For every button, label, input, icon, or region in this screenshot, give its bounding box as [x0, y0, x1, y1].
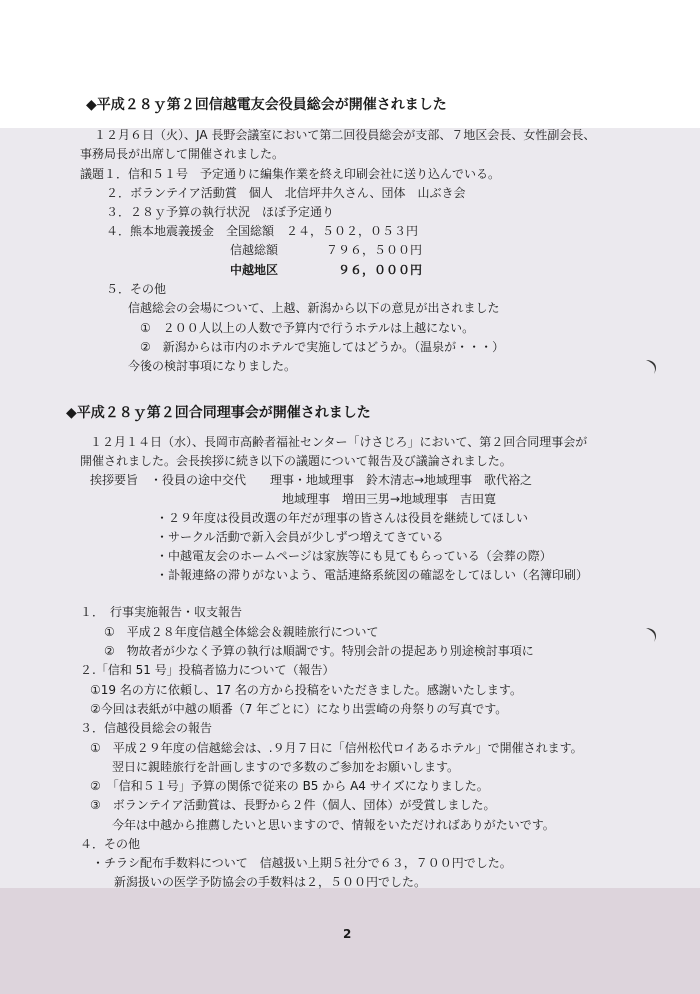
s2-report-3c-cont: 今年は中越から推薦したいと思いますので、情報をいただければありがたいです。 [112, 818, 555, 832]
s2-report-1a: ① 平成２８年度信越全体総会＆親睦旅行について [104, 625, 379, 639]
s1-intro-line1: １２月６日（火）、JA 長野会議室において第二回役員総会が支部、７地区会長、女性副会長、 [94, 128, 596, 142]
s2-intro-line1: １２月１４日（水）、長岡市高齢者福祉センター「けさじろ」において、第２回合同理事会が [90, 435, 588, 449]
s1-agenda-5: ５．その他 [106, 282, 167, 296]
s2-report-3a-cont: 翌日に親睦旅行を計画しますので多数のご参加をお願いします。 [112, 760, 460, 774]
s1-agenda-3: ３．２８ｙ予算の執行状況 ほぼ予定通り [106, 205, 335, 219]
s2-report-2: ２.「信和 51 号」投稿者協力について（報告） [80, 663, 335, 677]
s1-other-item2: ② 新潟からは市内のホテルで実施してはどうか。（温泉が・・・） [140, 340, 505, 354]
s2-report-4b: 新潟扱いの医学予防協会の手数料は２，５００円でした。 [114, 875, 427, 889]
s2-report-2a: ①19 名の方に依頼し、17 名の方から投稿をいただきました。感謝いたします。 [90, 683, 522, 697]
s2-report-4a: ・チラシ配布手数料について 信越扱い上期５社分で６３，７００円でした。 [92, 856, 512, 870]
s2-report-2b: ②今回は表紙が中越の順番（7 年ごとに）になり出雲崎の舟祭りの写真です。 [90, 702, 508, 716]
s2-report-3b: ② 「信和５１号」予算の関係で従来の B5 から A4 サイズになりました。 [90, 779, 489, 793]
s1-agenda-1: 議題１．信和５１号 予定通りに編集作業を終え印刷会社に送り込んでいる。 [80, 167, 501, 181]
s1-agenda-2: ２．ボランテイア活動賞 個人 北信坪井久さん、団体 山ぶき会 [106, 186, 466, 200]
s1-other-item1: ① ２００人以上の人数で予算内で行うホテルは上越にない。 [140, 321, 475, 335]
corner-curl-icon-2 [645, 626, 659, 644]
s1-agenda-4: ４．熊本地震義援金 全国総額 ２４，５０２，０５３円 [106, 224, 419, 238]
s2-report-1: １． 行事実施報告・収支報告 [80, 605, 243, 619]
s2-bullet-3: ・中越電友会のホームページは家族等にも見てもらっている（会葬の際） [156, 549, 552, 563]
s1-other-line4: 今後の検討事項になりました。 [128, 359, 297, 373]
s2-report-1b: ② 物故者が少なく予算の執行は順調です。特別会計の提起あり別途検討事項に [104, 644, 534, 658]
s2-report-3: ３．信越役員総会の報告 [80, 721, 213, 735]
s2-report-4: ４．その他 [80, 837, 141, 851]
s2-bullet-4: ・訃報連絡の滞りがないよう、電話連絡系統図の確認をしてほしい（名簿印刷） [156, 568, 589, 582]
s1-agenda-4-shinetsu: 信越総額 ７９６，５００円 [230, 243, 423, 257]
section2-heading: ◆平成２８ｙ第２回合同理事会が開催されました [66, 405, 371, 421]
s2-greeting-line2: 地域理事 増田三男→地域理事 吉田寛 [282, 492, 497, 506]
s1-intro-line2: 事務局長が出席して開催されました。 [80, 147, 285, 161]
s2-bullet-1: ・２９年度は役員改選の年だが理事の皆さんは役員を継続してほしい [156, 511, 529, 525]
s2-report-3a: ① 平成２９年度の信越総会は、.９月７日に「信州松代ロイあるホテル」で開催されます。 [90, 741, 583, 755]
s1-agenda-4-chuetsu: 中越地区 ９６，０００円 [230, 263, 423, 277]
corner-curl-icon [645, 358, 659, 376]
s2-greeting-line1: 挨拶要旨 ・役員の途中交代 理事・地域理事 鈴木清志→地域理事 歌代裕之 [90, 473, 533, 487]
s1-other-line1: 信越総会の会場について、上越、新潟から以下の意見が出されました [128, 301, 500, 315]
page-number: 2 [343, 927, 352, 941]
background-band-pink [0, 888, 700, 994]
section1-heading: ◆平成２８ｙ第２回信越電友会役員総会が開催されました [86, 97, 447, 113]
s2-intro-line2: 開催されました。会長挨拶に続き以下の議題について報告及び議論されました。 [80, 454, 512, 468]
s2-report-3c: ③ ボランテイア活動賞は、長野から２件（個人、団体）が受賞しました。 [90, 798, 496, 812]
s2-bullet-2: ・サークル活動で新入会員が少しずつ増えてきている [156, 530, 444, 544]
